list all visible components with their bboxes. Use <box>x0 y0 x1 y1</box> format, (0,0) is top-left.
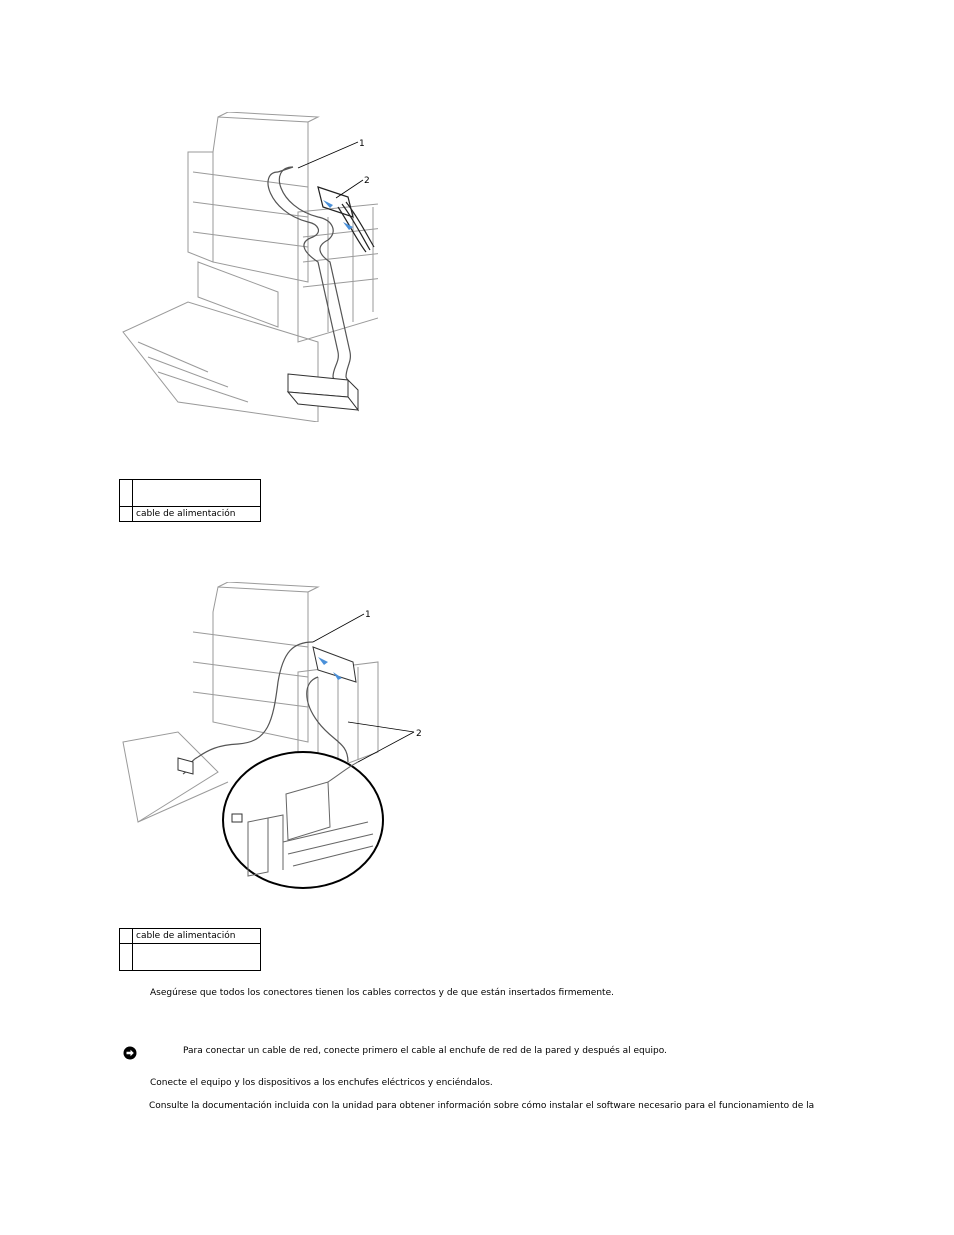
audio-cable-drawing <box>118 582 438 892</box>
figure1-callout-1: 1 <box>359 139 365 149</box>
table-row <box>120 929 261 944</box>
step-consult-docs: Consulte la documentación incluida con la unidad para obtener información sobre cómo instalar el software necesario para el funcionamiento de la <box>149 1101 815 1111</box>
notice-icon <box>123 1046 137 1060</box>
step-check-connectors: Asegúrese que todos los conectores tienen los cables correctos y de que están insertados firmemente. <box>150 988 614 998</box>
step-connect-power: Conecte el equipo y los dispositivos a los enchufes eléctricos y enciéndalos. <box>150 1078 493 1088</box>
table-row <box>120 944 261 971</box>
legend-table-2 <box>119 928 261 971</box>
figure1-callout-2: 2 <box>364 176 370 186</box>
audio-cable-illustration <box>118 582 438 892</box>
drive-cable-drawing <box>118 112 378 422</box>
row-number <box>120 944 133 971</box>
figure2-callout-2: 2 <box>416 729 422 739</box>
table-row <box>120 507 261 522</box>
row-label: cable de alimentación <box>133 929 261 944</box>
row-number <box>120 507 133 522</box>
legend-table-1 <box>119 479 261 522</box>
drive-cable-illustration <box>118 112 378 422</box>
row-label <box>133 480 261 507</box>
row-number <box>120 480 133 507</box>
notice-text: Para conectar un cable de red, conecte primero el cable al enchufe de red de la pared y después al equipo. <box>183 1046 667 1056</box>
row-label <box>133 944 261 971</box>
row-label: cable de alimentación <box>133 507 261 522</box>
table-row <box>120 480 261 507</box>
row-number <box>120 929 133 944</box>
figure2-callout-1: 1 <box>365 610 371 620</box>
